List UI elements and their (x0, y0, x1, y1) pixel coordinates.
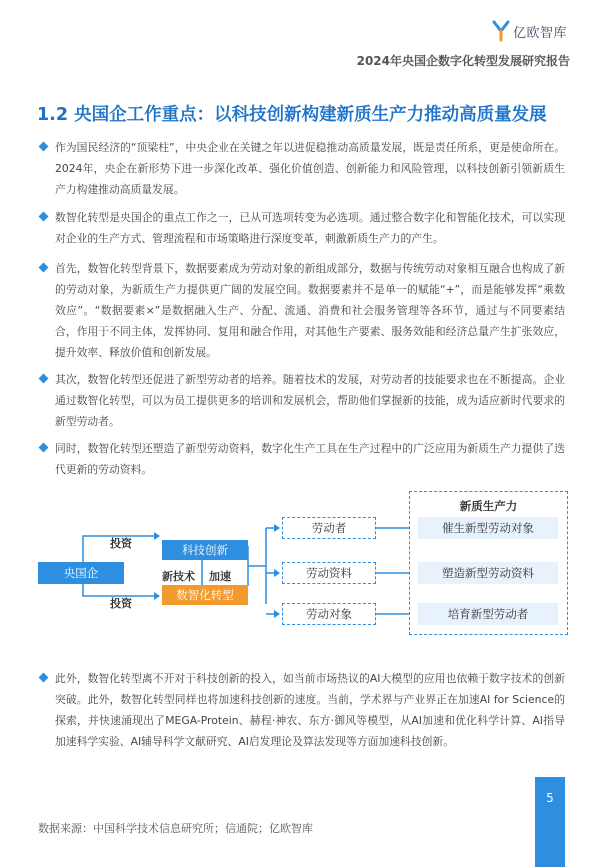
paragraph-text: 首先，数智化转型背景下，数据要素成为劳动对象的新组成部分，数据与传统劳动对象相互融合也构成了新的劳动对象，为新质生产力提供更广阔的发展空间。数据要素并不是单一的赋能“+”，而是能够发挥“乘数效应”。“数据要素×”是数据融入生产、分配、流通、消费和社会服务管理等各环节，通过与不同要素结合，作用于不同主体，发挥协同、复用和融合作用，对其他生产要素、服务效能和经济总量产生扩张效应，提升效率、释放价值和创新发展。 (55, 262, 565, 359)
bullet-diamond-icon (39, 374, 49, 384)
tech-innovation-box: 科技创新 (162, 540, 248, 560)
result-box-materials: 塑造新型劳动资料 (418, 562, 558, 584)
new-productivity-title: 新质生产力 (459, 499, 518, 513)
paragraph-6 (40, 668, 565, 752)
productivity-diagram (38, 488, 568, 638)
paragraph-text: 同时，数智化转型还塑造了新型劳动资料，数字化生产工具在生产过程中的广泛应用为新质生产力提供了迭代更新的劳动资料。 (55, 442, 565, 476)
middle-box-materials: 劳动资料 (282, 562, 376, 584)
page-number-tab (535, 777, 565, 867)
paragraph-text: 其次，数智化转型还促进了新型劳动者的培养。随着技术的发展，对劳动者的技能要求也在不断提高。企业通过数智化转型，可以为员工提供更多的培训和发展机会，帮助他们掌握新的技能，成为适应新时代要求的新型劳动者。 (55, 373, 565, 428)
paragraph-4 (40, 369, 565, 432)
middle-box-labor: 劳动者 (282, 517, 376, 539)
section-title: 1.2 央国企工作重点：以科技创新构建新质生产力推动高质量发展 (37, 105, 547, 125)
paragraph-text: 作为国民经济的“顶梁柱”，中央企业在关键之年以进促稳推动高质量发展，既是责任所系，更是使命所在。2024年，央企在新形势下进一步深化改革、强化价值创造、创新能力和风险管理，以科技创新引领新质生产力构建推动高质量发展。 (55, 141, 565, 196)
page-number: 5 (546, 791, 554, 805)
bullet-diamond-icon (39, 673, 49, 683)
bullet-diamond-icon (39, 212, 49, 222)
bullet-diamond-icon (39, 443, 49, 453)
bullet-diamond-icon (39, 263, 49, 273)
result-box-workers: 培育新型劳动者 (418, 603, 558, 625)
report-title: 2024年央国企数字化转型发展研究报告 (356, 54, 570, 68)
middle-box-objects: 劳动对象 (282, 603, 376, 625)
paragraph-text: 数智化转型是央国企的重点工作之一，已从可选项转变为必选项。通过整合数字化和智能化技术，可以实现对企业的生产方式、管理流程和市场策略进行深度变革，刺激新质生产力的产生。 (55, 211, 565, 245)
logo-icon (492, 20, 510, 42)
paragraph-1 (40, 137, 565, 200)
digital-transform-box: 数智化转型 (162, 585, 248, 605)
accelerate-label: 加速 (209, 570, 231, 583)
data-source: 数据来源：中国科学技术信息研究所；信通院；亿欧智库 (38, 822, 313, 835)
paragraph-text: 此外，数智化转型离不开对于科技创新的投入，如当前市场热议的AI大模型的应用也依赖于数字技术的创新突破。此外，数智化转型同样也将加速科技创新的速度。当前，学术界与产业界正在加速AI for Science的探索，并快速涌现出了MEGA-Protein、赫程·神农、东方·御风等模型，从AI加速和优化科学计算、AI指导加速科学实验、AI辅导科学文献研究、AI启发理论及算法发现等方面加速科技创新。 (55, 672, 565, 748)
paragraph-3 (40, 258, 565, 363)
result-box-objects: 催生新型劳动对象 (418, 517, 558, 539)
central-soe-box: 央国企 (38, 562, 124, 584)
bullet-diamond-icon (39, 142, 49, 152)
brand-logo (492, 20, 567, 42)
paragraph-2 (40, 207, 565, 249)
invest-bottom-label: 投资 (110, 597, 132, 610)
paragraph-5 (40, 438, 565, 480)
new-tech-label: 新技术 (162, 570, 195, 583)
logo-text: 亿欧智库 (513, 25, 568, 41)
invest-top-label: 投资 (110, 537, 132, 550)
